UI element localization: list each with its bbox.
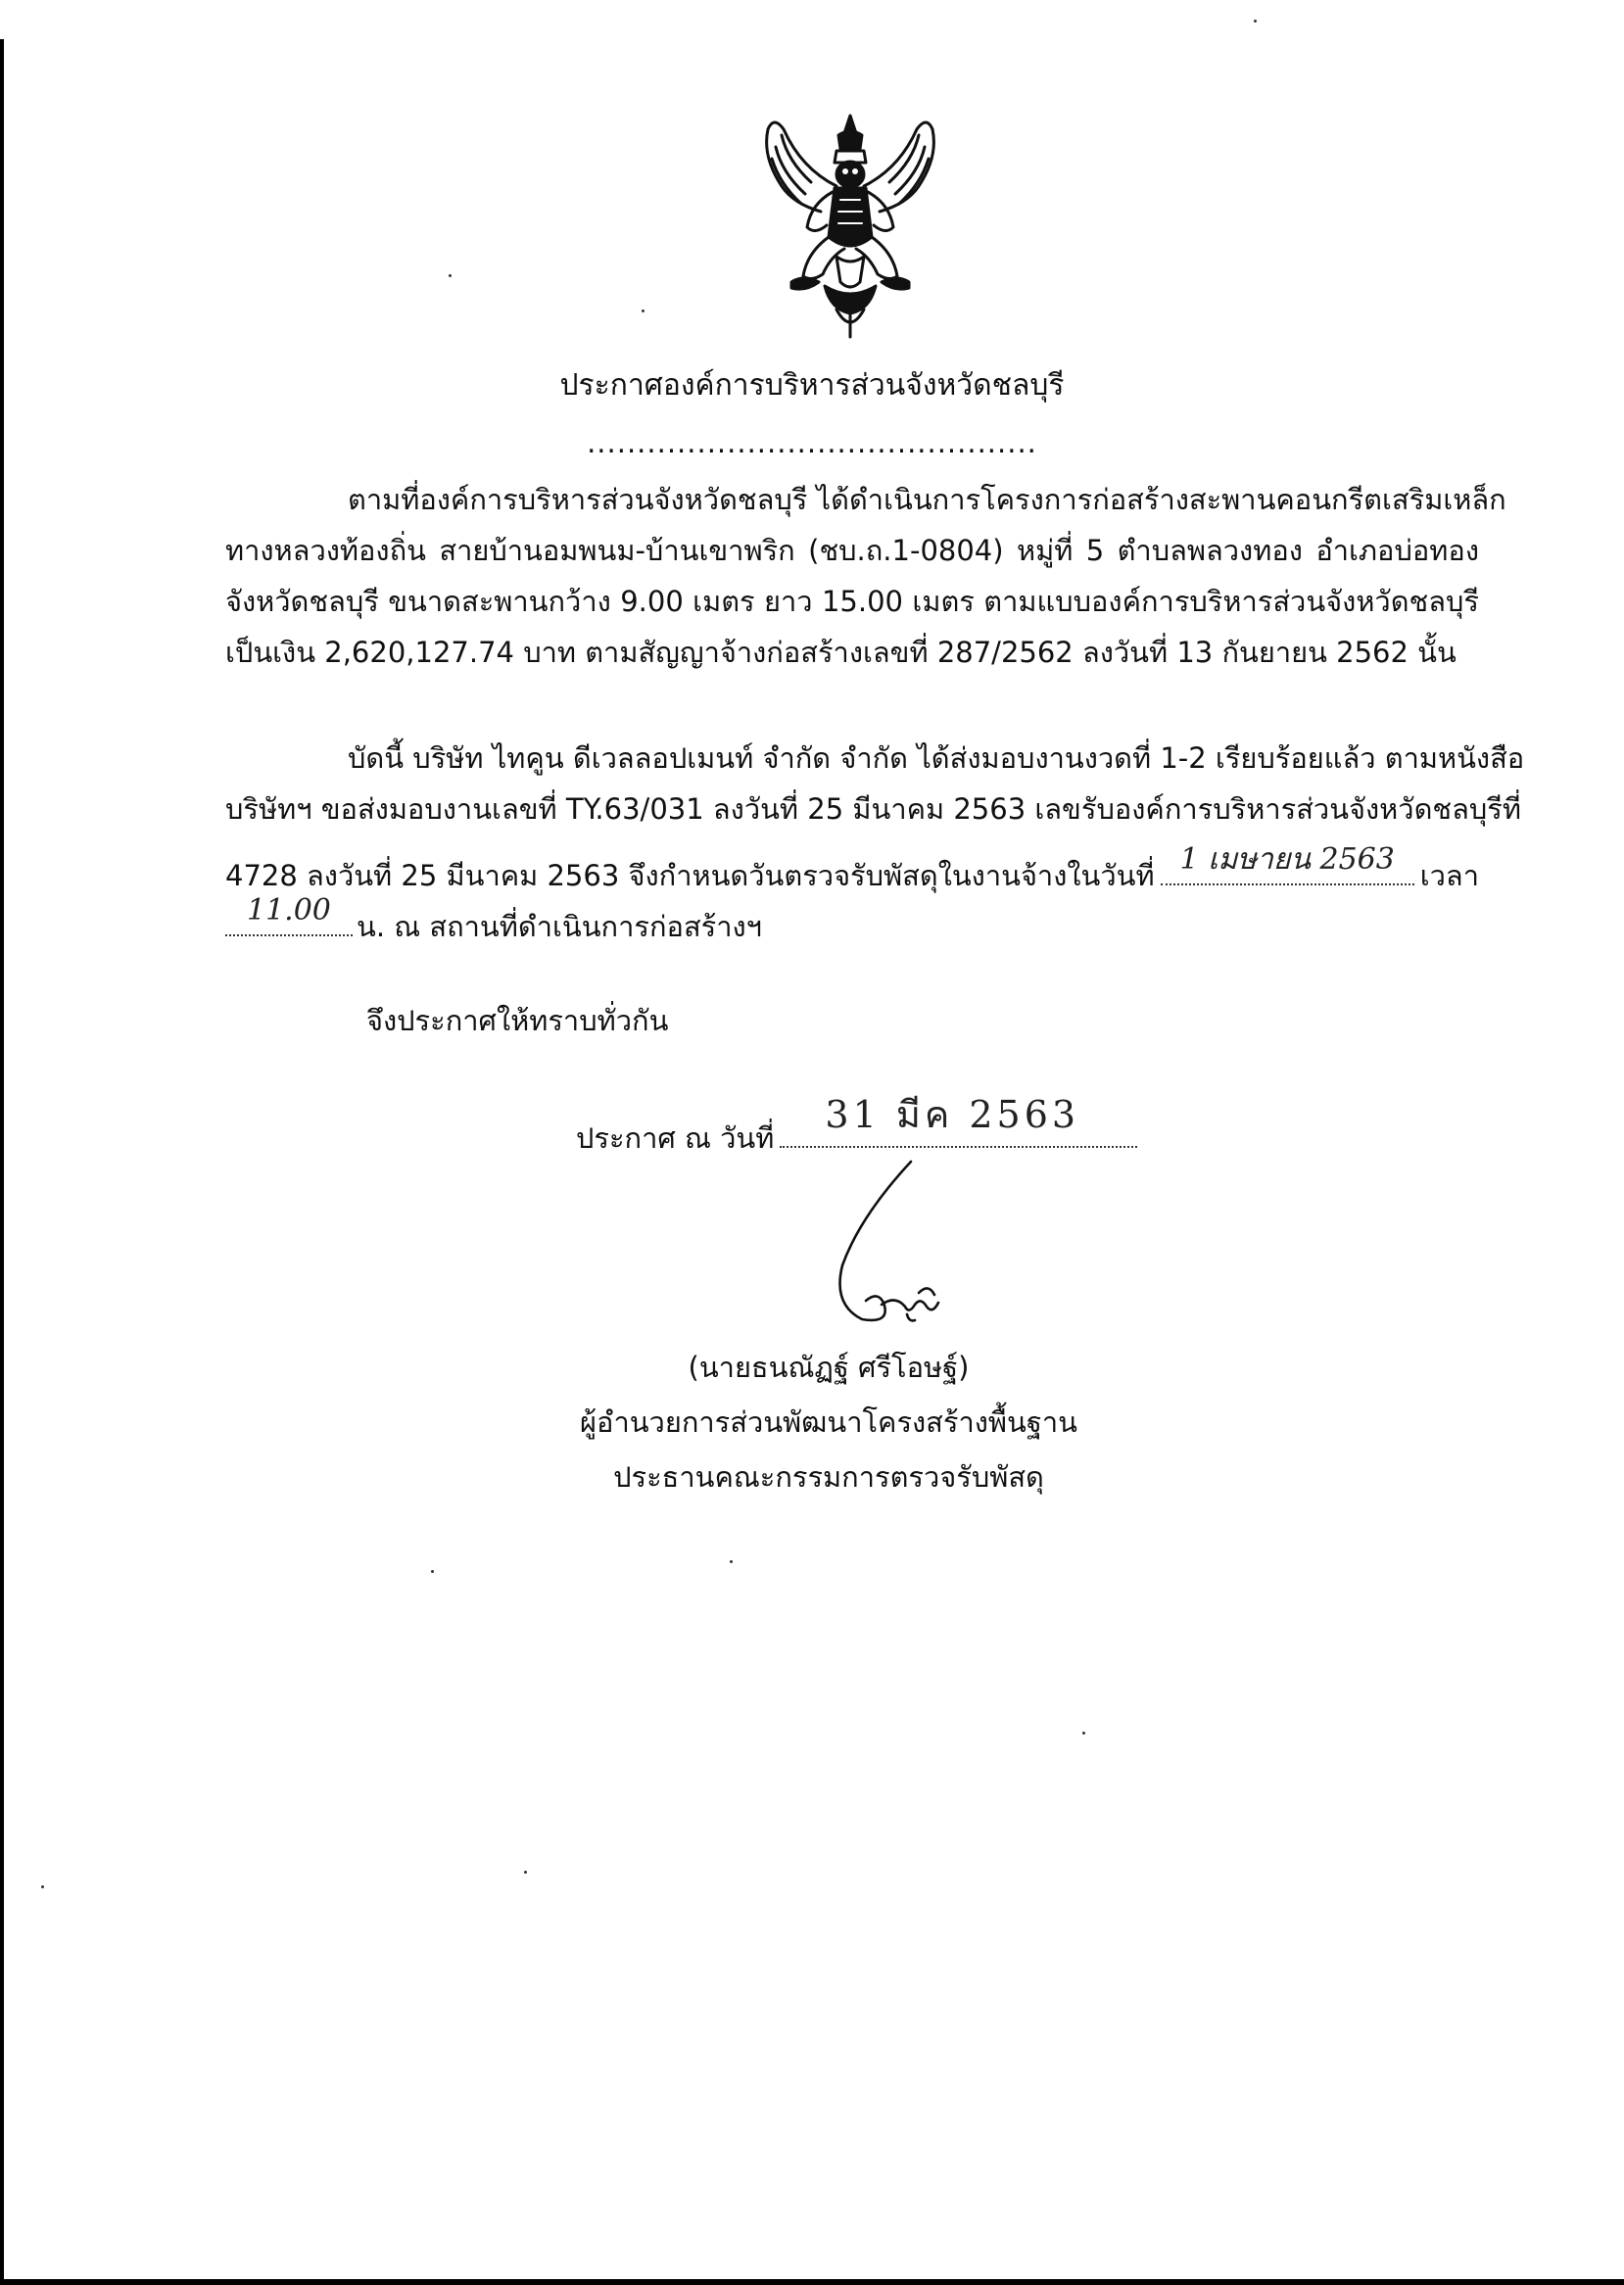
paragraph-2-line-3 xyxy=(225,842,1479,895)
garuda-emblem-icon xyxy=(742,110,958,345)
paragraph-2-line: บัดนี้ บริษัท ไทคูน ดีเวลลอปเมนท์ จำกัด จำกัด ได้ส่งมอบงานงวดที่ 1-2 เรียบร้อยแล้ว ตามหนังสือ xyxy=(348,741,1525,775)
scan-speck xyxy=(1082,1732,1085,1735)
closing-statement: จึงประกาศให้ทราบทั่วกัน xyxy=(366,1004,669,1037)
scan-speck xyxy=(642,309,645,312)
inspection-date-field xyxy=(1161,842,1414,885)
time-label: เวลา xyxy=(1419,859,1479,892)
paragraph-2-line: บริษัทฯ ขอส่งมอบงานเลขที่ TY.63/031 ลงวันที่ 25 มีนาคม 2563 เลขรับองค์การบริหารส่วนจังหวัดชลบุรีที่ xyxy=(225,792,1521,826)
paragraph-2-line-4 xyxy=(225,893,762,946)
inspection-time-handwritten: 11.00 xyxy=(247,893,331,928)
scan-speck xyxy=(730,1560,733,1563)
signatory-position: ผู้อำนวยการส่วนพัฒนาโครงสร้างพื้นฐาน xyxy=(580,1405,1077,1439)
inspection-date-handwritten: 1 เมษายน 2563 xyxy=(1179,842,1395,877)
announcement-date-field xyxy=(780,1093,1137,1148)
paragraph-1-line: จังหวัดชลบุรี ขนาดสะพานกว้าง 9.00 เมตร ยาว 15.00 เมตร ตามแบบองค์การบริหารส่วนจังหวัดชลบุรี xyxy=(225,585,1479,618)
scan-speck xyxy=(1254,20,1257,23)
announcement-date-label: ประกาศ ณ วันที่ xyxy=(576,1121,775,1155)
paragraph-1 xyxy=(225,474,1506,678)
paragraph-2-line-3-prefix: 4728 ลงวันที่ 25 มีนาคม 2563 จึงกำหนดวันตรวจรับพัสดุในงานจ้างในวันที่ xyxy=(225,859,1155,892)
signatory-role: ประธานคณะกรรมการตรวจรับพัสดุ xyxy=(613,1460,1044,1494)
signatory-name: (นายธนณัฏฐ์ ศรีโอษฐ์) xyxy=(688,1351,970,1384)
paragraph-2 xyxy=(225,733,1525,834)
announcement-date-handwritten: 31 มีค 2563 xyxy=(825,1093,1080,1136)
handwritten-signature xyxy=(813,1158,989,1334)
paragraph-1-line: เป็นเงิน 2,620,127.74 บาท ตามสัญญาจ้างก่อสร้างเลขที่ 287/2562 ลงวันที่ 13 กันยายน 2562 นั้น xyxy=(225,636,1457,669)
document-title: ประกาศองค์การบริหารส่วนจังหวัดชลบุรี xyxy=(559,368,1065,403)
scan-border-bottom xyxy=(0,2279,1624,2285)
scan-speck xyxy=(524,1871,527,1874)
paragraph-1-line: ตามที่องค์การบริหารส่วนจังหวัดชลบุรี ได้ดำเนินการโครงการก่อสร้างสะพานคอนกรีตเสริมเหล็ก xyxy=(348,483,1506,516)
scan-speck xyxy=(41,1885,44,1888)
scan-speck xyxy=(431,1570,434,1573)
paragraph-2-line-4-suffix: น. ณ สถานที่ดำเนินการก่อสร้างฯ xyxy=(357,910,762,943)
title-dotted-rule: ............................................. xyxy=(587,426,1037,459)
paragraph-1-line: ทางหลวงท้องถิ่น สายบ้านอมพนม-บ้านเขาพริก (ชบ.ถ.1-0804) หมู่ที่ 5 ตำบลพลวงทอง อำเภอบ่อทอง xyxy=(225,534,1479,567)
announcement-date-line xyxy=(576,1093,1137,1158)
scan-speck xyxy=(449,274,452,277)
inspection-time-field xyxy=(225,893,353,936)
